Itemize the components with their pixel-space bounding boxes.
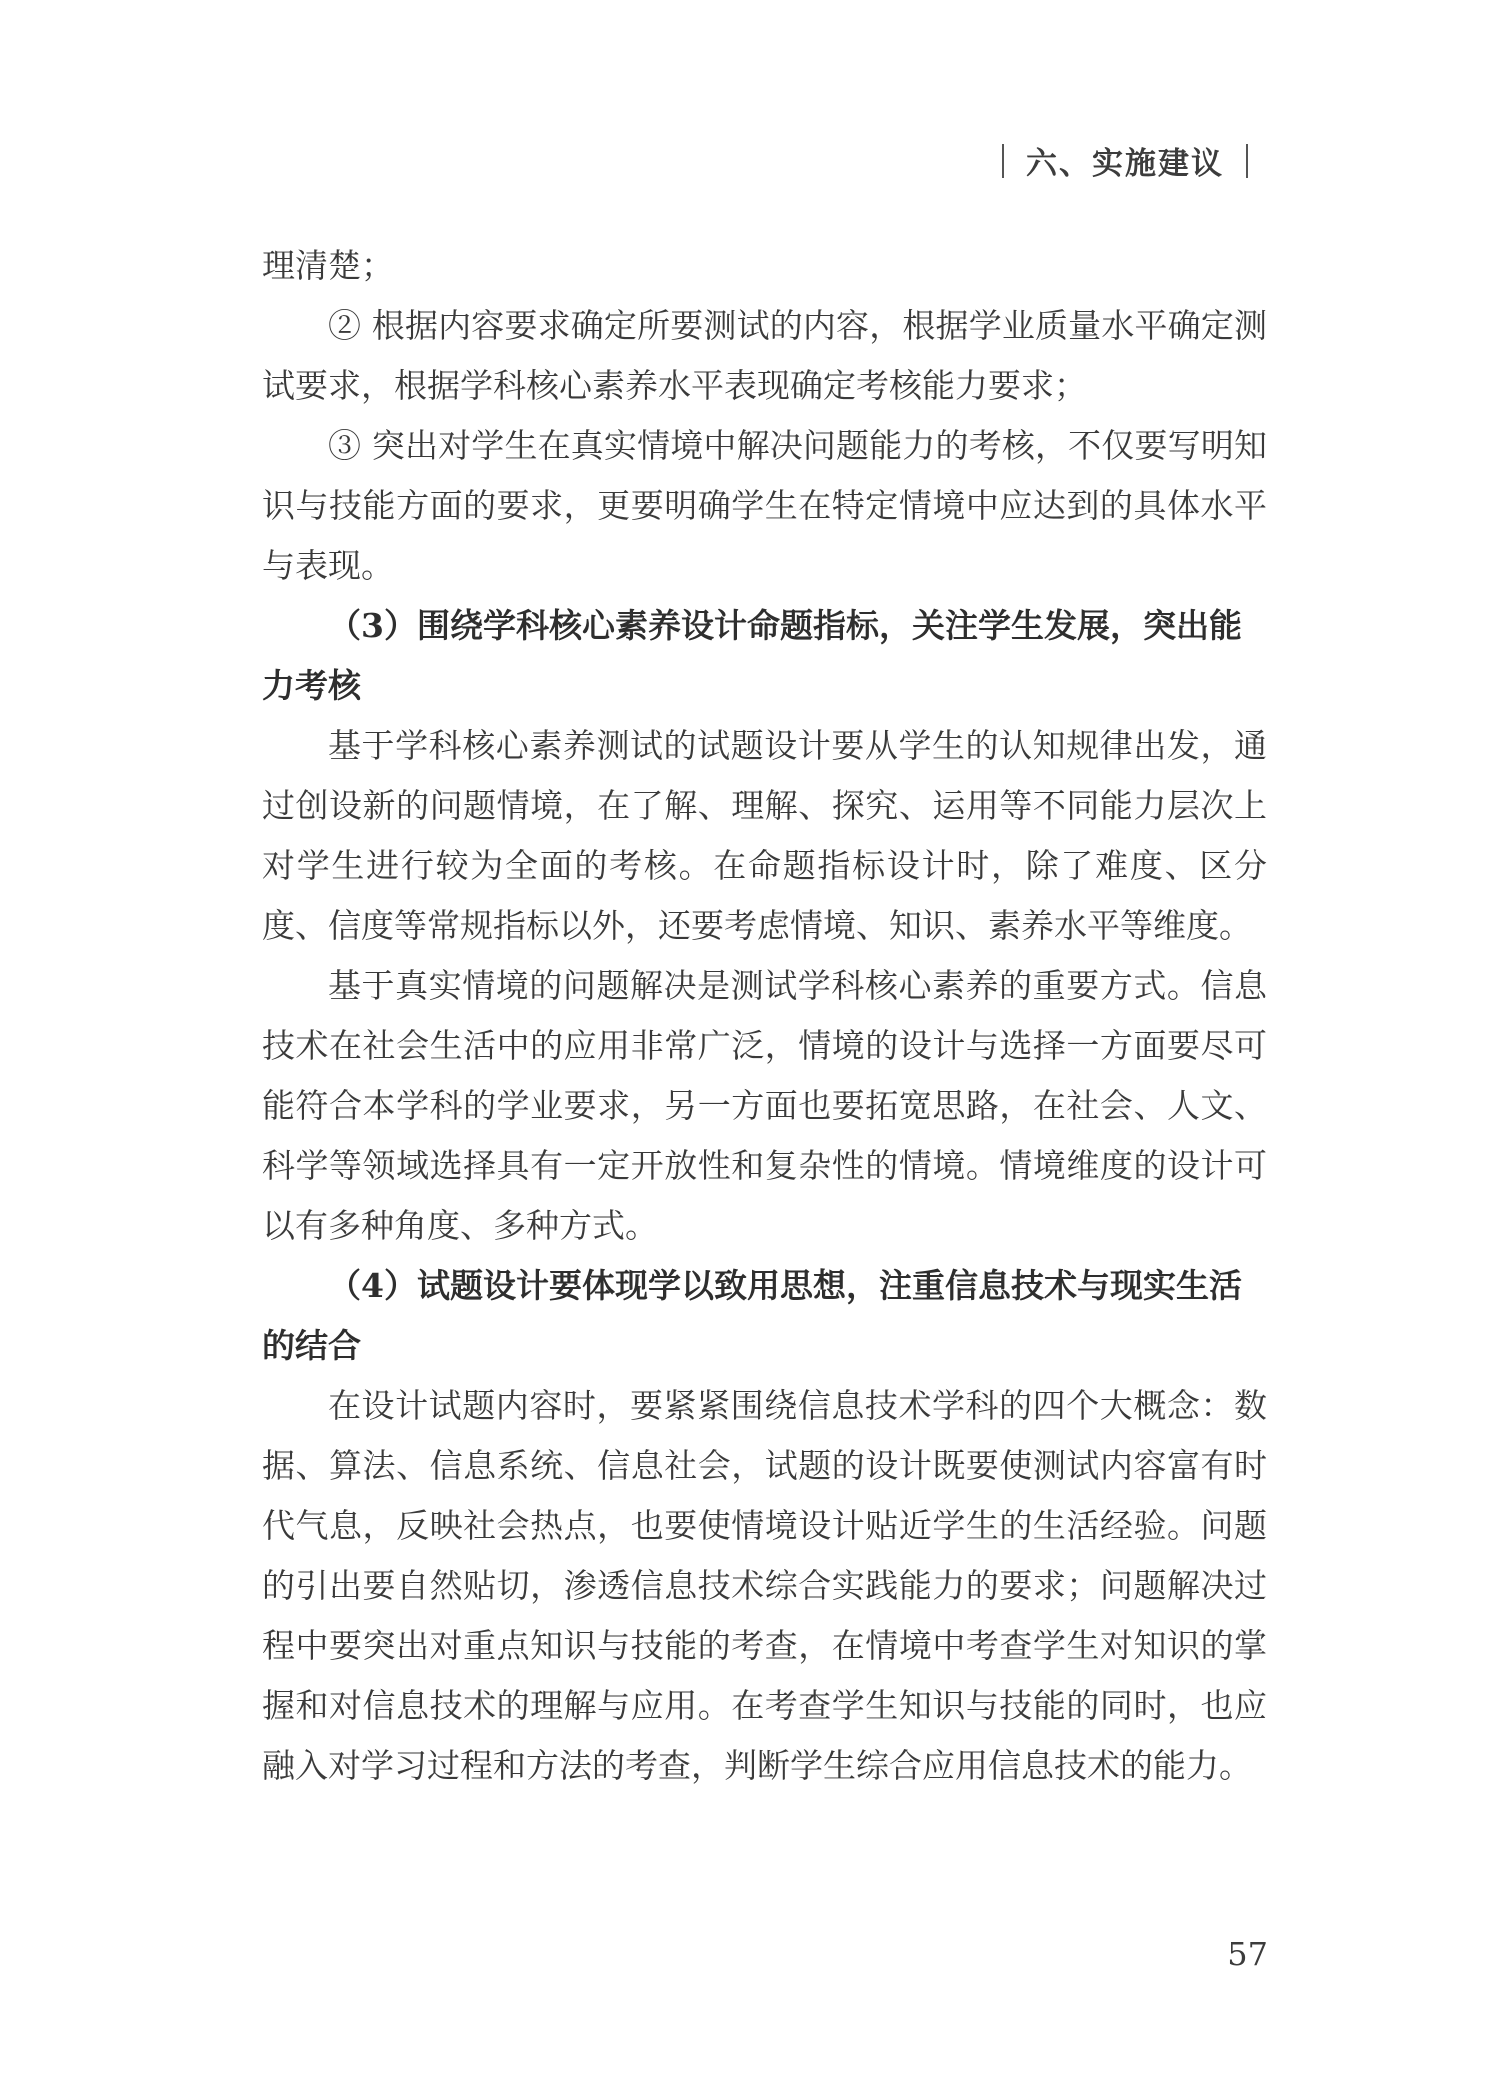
subheading-3: （3）围绕学科核心素养设计命题指标，关注学生发展，突出能力考核 <box>262 606 1242 705</box>
subheading-4: （4）试题设计要体现学以致用思想，注重信息技术与现实生活的结合 <box>262 1266 1242 1365</box>
page-body <box>262 236 1267 1796</box>
list-item-3: ③ 突出对学生在真实情境中解决问题能力的考核，不仅要写明知识与技能方面的要求，更要明确学生在特定情境中应达到的具体水平与表现。 <box>262 426 1267 585</box>
page-number: 57 <box>1227 1935 1268 1973</box>
list-item-2: ② 根据内容要求确定所要测试的内容，根据学业质量水平确定测试要求，根据学科核心素养水平表现确定考核能力要求； <box>262 306 1267 405</box>
header-section-title: 六、实施建议 <box>1026 146 1224 182</box>
running-header <box>980 138 1270 183</box>
paragraph: 基于学科核心素养测试的试题设计要从学生的认知规律出发，通过创设新的问题情境，在了解、理解、探究、运用等不同能力层次上对学生进行较为全面的考核。在命题指标设计时，除了难度、区分度、信度等常规指标以外，还要考虑情境、知识、素养水平等维度。 <box>262 726 1267 945</box>
paragraph-continuation: 理清楚； <box>262 246 394 285</box>
paragraph: 基于真实情境的问题解决是测试学科核心素养的重要方式。信息技术在社会生活中的应用非常广泛，情境的设计与选择一方面要尽可能符合本学科的学业要求，另一方面也要拓宽思路，在社会、人文、科学等领域选择具有一定开放性和复杂性的情境。情境维度的设计可以有多种角度、多种方式。 <box>262 966 1267 1245</box>
header-left-rule <box>1002 144 1004 178</box>
header-right-rule <box>1246 144 1248 178</box>
paragraph: 在设计试题内容时，要紧紧围绕信息技术学科的四个大概念：数据、算法、信息系统、信息社会，试题的设计既要使测试内容富有时代气息，反映社会热点，也要使情境设计贴近学生的生活经验。问题的引出要自然贴切，渗透信息技术综合实践能力的要求；问题解决过程中要突出对重点知识与技能的考查，在情境中考查学生对知识的掌握和对信息技术的理解与应用。在考查学生知识与技能的同时，也应融入对学习过程和方法的考查，判断学生综合应用信息技术的能力。 <box>262 1386 1267 1785</box>
